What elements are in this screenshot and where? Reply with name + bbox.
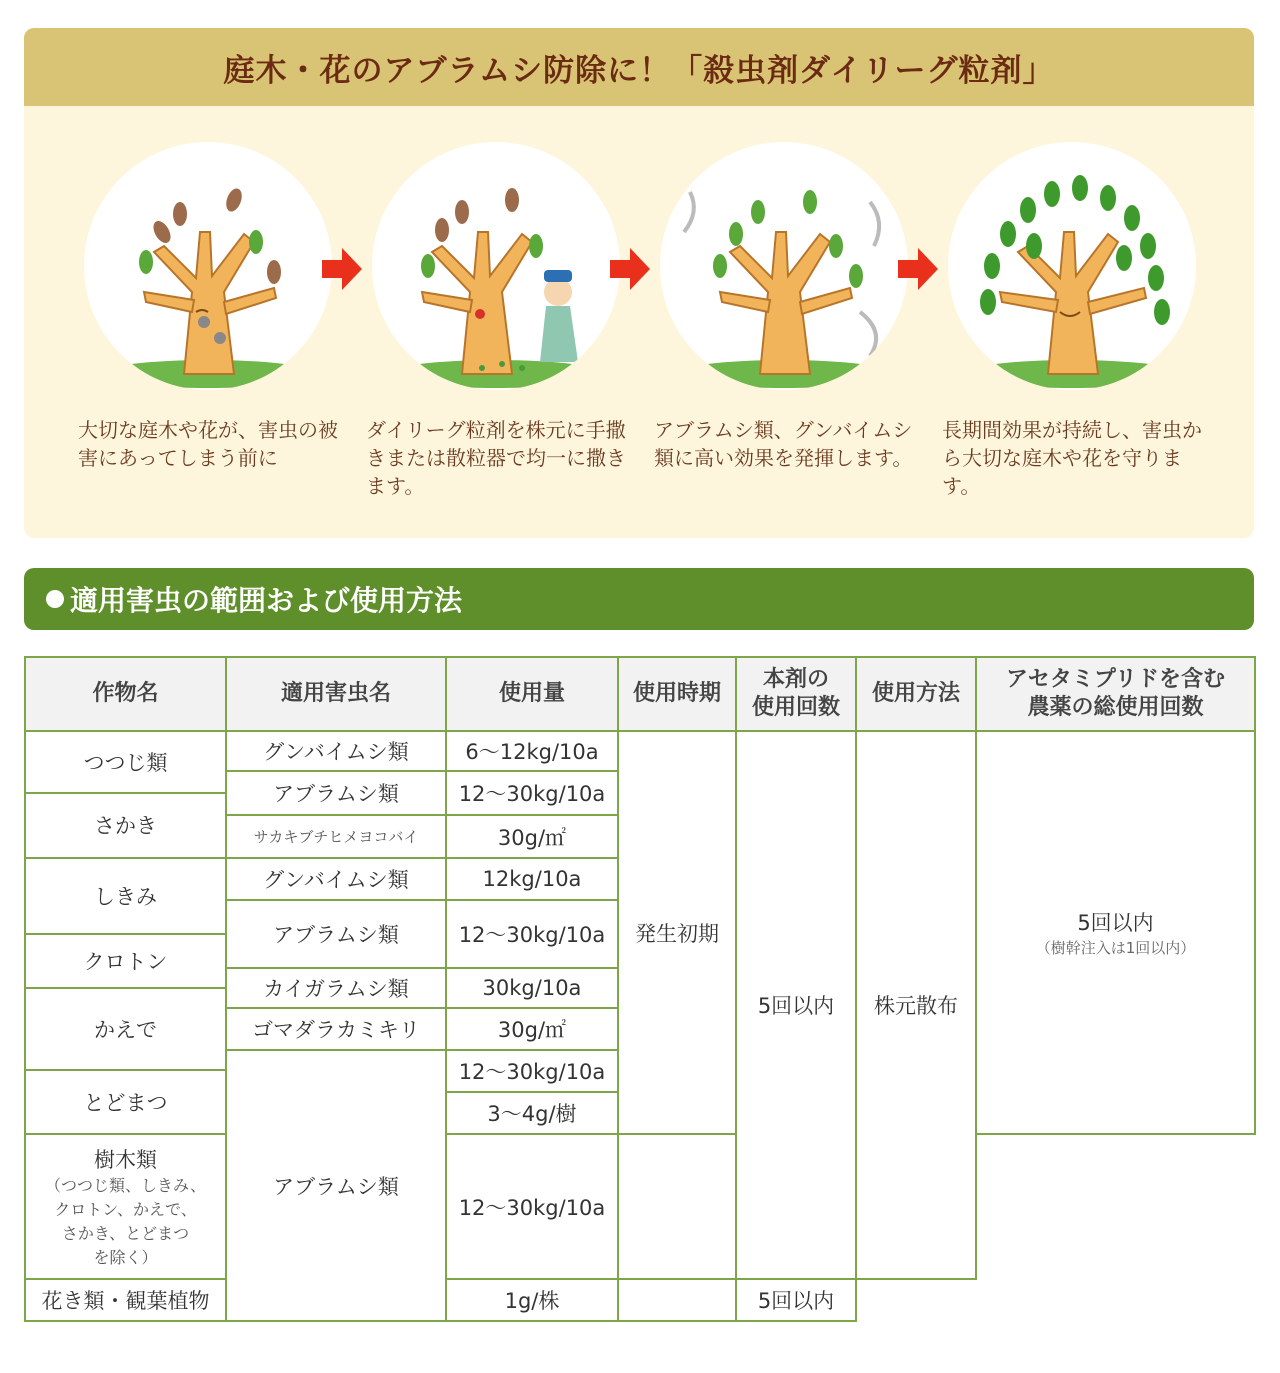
amount-cell: 30kg/10a [446, 968, 618, 1008]
amount-cell: 6～12kg/10a [446, 731, 618, 771]
amount-cell: 1g/株 [446, 1279, 618, 1321]
pest-cell: グンバイムシ類 [226, 731, 446, 771]
step-4-illustration [948, 142, 1196, 390]
total-cell-last: 5回以内 [736, 1279, 856, 1321]
amount-cell: 12～30kg/10a [446, 1134, 618, 1278]
header-method: 使用方法 [856, 657, 976, 731]
step-3-illustration [660, 142, 908, 390]
count-cell: 5回以内 [736, 731, 856, 1279]
total-cell: 5回以内 （樹幹注入は1回以内） [976, 731, 1255, 1134]
method-cell: 株元散布 [856, 731, 976, 1279]
crop-cell: とどまつ [25, 1070, 226, 1134]
section-heading [24, 568, 1254, 630]
step-1-text: 大切な庭木や花が、害虫の被害にあってしまう前に [78, 418, 338, 470]
header-count: 本剤の 使用回数 [736, 657, 856, 731]
arrow-right-icon [318, 246, 364, 292]
total-note: （樹幹注入は1回以内） [1035, 939, 1196, 958]
step-4-text: 長期間効果が持続し、害虫から大切な庭木や花を守ります。 [942, 418, 1202, 498]
pest-cell: アブラムシ類 [226, 771, 446, 815]
usage-table [24, 656, 1256, 1322]
amount-cell: 30g/㎡ [446, 1008, 618, 1050]
step-3-text: アブラムシ類、グンバイムシ類に高い効果を発揮します。 [654, 418, 913, 470]
amount-cell: 12～30kg/10a [446, 1050, 618, 1092]
amount-cell: 30g/㎡ [446, 815, 618, 857]
pest-cell: グンバイムシ類 [226, 858, 446, 900]
pest-cell: カイガラムシ類 [226, 968, 446, 1008]
amount-cell: 12kg/10a [446, 858, 618, 900]
table-row [25, 1134, 1255, 1278]
amount-cell: 12～30kg/10a [446, 900, 618, 968]
table-row [25, 1279, 1255, 1321]
amount-cell: 12～30kg/10a [446, 771, 618, 815]
section-title: 適用害虫の範囲および使用方法 [70, 584, 463, 617]
header-total: アセタミプリドを含む 農薬の総使用回数 [976, 657, 1255, 731]
step-2-text: ダイリーグ粒剤を株元に手撒きまたは散粒器で均一に撒きます。 [366, 418, 626, 498]
step-1-illustration [84, 142, 332, 390]
bullet-icon [46, 590, 64, 608]
crop-cell: しきみ [25, 858, 226, 934]
arrow-right-icon [606, 246, 652, 292]
amount-cell: 3～4g/樹 [446, 1092, 618, 1134]
crop-jumoku: 樹木類 [94, 1147, 157, 1172]
crop-cell: さかき [25, 793, 226, 857]
table-row [25, 731, 1255, 771]
crop-cell: かえで [25, 988, 226, 1070]
pest-cell: アブラムシ類 [226, 900, 446, 968]
step-2-illustration [372, 142, 620, 390]
crop-cell: 花き類・観葉植物 [25, 1279, 226, 1321]
pest-cell: アブラムシ類 [226, 1050, 446, 1321]
timing-cell-last [618, 1279, 736, 1321]
banner-title: 庭木・花のアブラムシ防除に！「殺虫剤ダイリーグ粒剤」 [24, 28, 1254, 106]
crop-cell [25, 1134, 226, 1278]
header-amount: 使用量 [446, 657, 618, 731]
header-crop: 作物名 [25, 657, 226, 731]
timing-cell: 発生初期 [618, 731, 736, 1134]
product-banner [24, 28, 1254, 538]
steps [24, 106, 1254, 538]
header-timing: 使用時期 [618, 657, 736, 731]
header-pest: 適用害虫名 [226, 657, 446, 731]
table-header-row [25, 657, 1255, 731]
arrow-right-icon [894, 246, 940, 292]
crop-cell: クロトン [25, 934, 226, 988]
crop-cell: つつじ類 [25, 731, 226, 793]
pest-cell: サカキブチヒメヨコバイ [226, 815, 446, 857]
crop-jumoku-note: （つつじ類、しきみ、 クロトン、かえで、 さかき、とどまつ を除く） [45, 1175, 206, 1267]
pest-cell: ゴマダラカミキリ [226, 1008, 446, 1050]
